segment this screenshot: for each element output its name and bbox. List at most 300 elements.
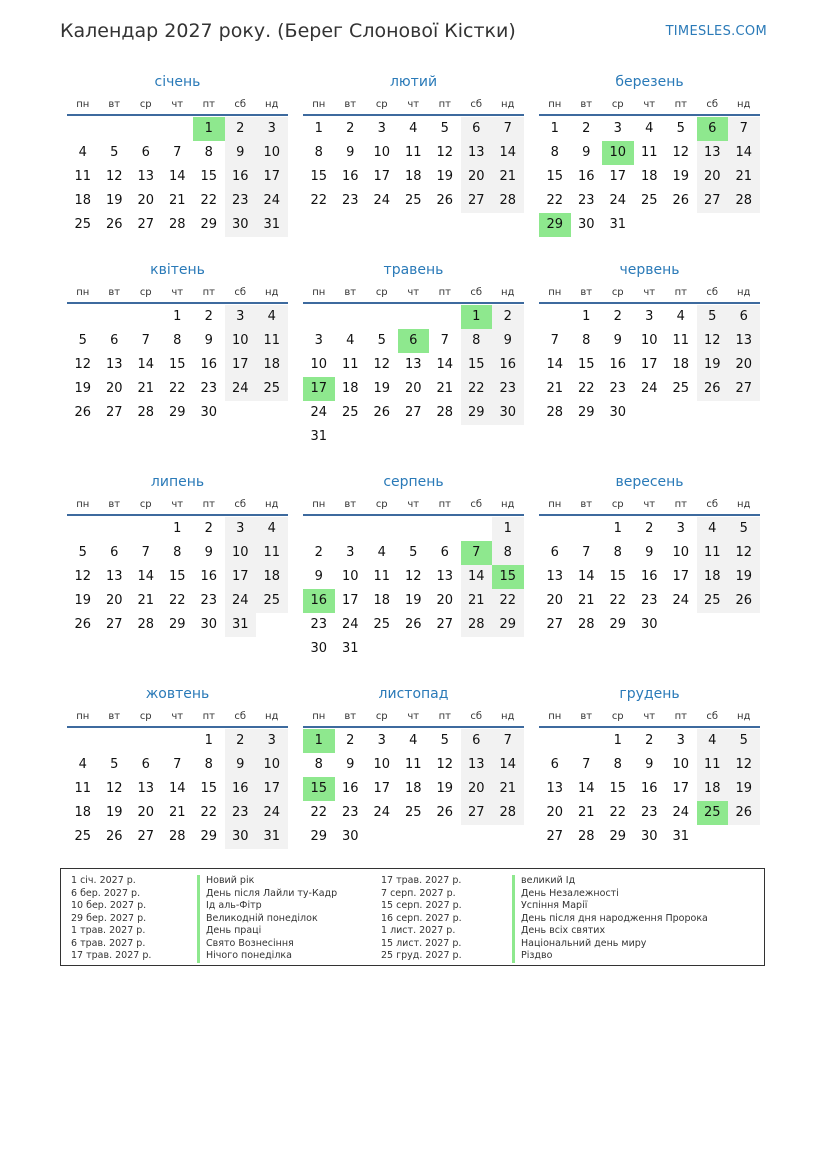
day-cell[interactable]: 26	[373, 405, 391, 420]
day-cell[interactable]: 26	[728, 801, 760, 825]
day-cell[interactable]: 4	[256, 517, 288, 541]
day-cell[interactable]: 25	[256, 589, 288, 613]
day-cell[interactable]: 4	[697, 729, 729, 753]
day-cell[interactable]: 8	[492, 541, 524, 565]
day-cell[interactable]: 7	[582, 545, 591, 560]
day-cell[interactable]: 19	[105, 805, 123, 820]
day-cell[interactable]: 27	[436, 617, 454, 632]
day-cell[interactable]: 28	[168, 829, 186, 844]
day-cell[interactable]: 28	[168, 217, 186, 232]
day-cell[interactable]: 17	[225, 565, 257, 589]
day-cell[interactable]: 5	[728, 729, 760, 753]
day-cell[interactable]: 11	[404, 145, 422, 160]
day-cell[interactable]: 9	[346, 145, 355, 160]
day-cell[interactable]: 19	[74, 593, 92, 608]
day-cell[interactable]: 12	[697, 329, 729, 353]
day-cell[interactable]: 14	[137, 357, 155, 372]
day-cell[interactable]: 7	[550, 333, 559, 348]
day-cell[interactable]: 24	[225, 589, 257, 613]
day-cell[interactable]: 12	[404, 569, 422, 584]
day-cell[interactable]: 20	[546, 805, 564, 820]
day-cell[interactable]: 15	[461, 353, 493, 377]
day-cell[interactable]: 29	[609, 617, 627, 632]
day-cell[interactable]: 25	[404, 805, 422, 820]
day-cell[interactable]: 21	[436, 381, 454, 396]
day-cell[interactable]: 9	[645, 757, 654, 772]
day-cell[interactable]: 28	[436, 405, 454, 420]
day-cell[interactable]: 8	[204, 757, 213, 772]
day-cell[interactable]: 5	[676, 121, 685, 136]
day-cell[interactable]: 20	[546, 593, 564, 608]
day-cell[interactable]: 30	[577, 217, 595, 232]
day-cell[interactable]: 21	[137, 381, 155, 396]
day-cell[interactable]: 19	[697, 353, 729, 377]
day-cell[interactable]: 23	[200, 381, 218, 396]
day-cell[interactable]: 27	[546, 829, 564, 844]
day-cell[interactable]: 12	[74, 357, 92, 372]
day-cell[interactable]: 27	[728, 377, 760, 401]
holiday-day-cell[interactable]: 1	[303, 729, 335, 753]
day-cell[interactable]: 13	[137, 169, 155, 184]
day-cell[interactable]: 11	[256, 329, 288, 353]
day-cell[interactable]: 1	[173, 521, 182, 536]
day-cell[interactable]: 12	[105, 781, 123, 796]
day-cell[interactable]: 3	[314, 333, 323, 348]
day-cell[interactable]: 14	[728, 141, 760, 165]
day-cell[interactable]: 9	[613, 333, 622, 348]
day-cell[interactable]: 17	[609, 169, 627, 184]
day-cell[interactable]: 14	[436, 357, 454, 372]
day-cell[interactable]: 18	[640, 169, 658, 184]
day-cell[interactable]: 23	[200, 593, 218, 608]
day-cell[interactable]: 8	[173, 333, 182, 348]
day-cell[interactable]: 9	[225, 141, 257, 165]
day-cell[interactable]: 2	[314, 545, 323, 560]
day-cell[interactable]: 25	[341, 405, 359, 420]
day-cell[interactable]: 27	[697, 189, 729, 213]
day-cell[interactable]: 11	[672, 333, 690, 348]
day-cell[interactable]: 21	[577, 593, 595, 608]
day-cell[interactable]: 9	[225, 753, 257, 777]
day-cell[interactable]: 29	[168, 617, 186, 632]
day-cell[interactable]: 15	[546, 169, 564, 184]
day-cell[interactable]: 10	[640, 333, 658, 348]
day-cell[interactable]: 23	[492, 377, 524, 401]
day-cell[interactable]: 10	[341, 569, 359, 584]
day-cell[interactable]: 11	[341, 357, 359, 372]
day-cell[interactable]: 9	[492, 329, 524, 353]
day-cell[interactable]: 24	[672, 805, 690, 820]
holiday-day-cell[interactable]: 1	[193, 117, 225, 141]
day-cell[interactable]: 23	[225, 801, 257, 825]
day-cell[interactable]: 4	[377, 545, 386, 560]
day-cell[interactable]: 31	[341, 641, 359, 656]
day-cell[interactable]: 14	[577, 781, 595, 796]
day-cell[interactable]: 14	[168, 169, 186, 184]
day-cell[interactable]: 14	[137, 569, 155, 584]
day-cell[interactable]: 13	[546, 781, 564, 796]
day-cell[interactable]: 18	[256, 565, 288, 589]
day-cell[interactable]: 22	[492, 589, 524, 613]
day-cell[interactable]: 19	[74, 381, 92, 396]
day-cell[interactable]: 29	[609, 829, 627, 844]
day-cell[interactable]: 26	[697, 377, 729, 401]
holiday-day-cell[interactable]: 6	[697, 117, 729, 141]
day-cell[interactable]: 4	[697, 517, 729, 541]
day-cell[interactable]: 4	[645, 121, 654, 136]
day-cell[interactable]: 23	[341, 805, 359, 820]
day-cell[interactable]: 27	[137, 217, 155, 232]
day-cell[interactable]: 5	[697, 305, 729, 329]
day-cell[interactable]: 16	[577, 169, 595, 184]
day-cell[interactable]: 26	[672, 193, 690, 208]
day-cell[interactable]: 26	[436, 805, 454, 820]
day-cell[interactable]: 21	[168, 805, 186, 820]
day-cell[interactable]: 3	[377, 733, 386, 748]
day-cell[interactable]: 10	[256, 753, 288, 777]
day-cell[interactable]: 17	[256, 777, 288, 801]
day-cell[interactable]: 1	[550, 121, 559, 136]
day-cell[interactable]: 22	[609, 593, 627, 608]
day-cell[interactable]: 27	[461, 189, 493, 213]
day-cell[interactable]: 27	[546, 617, 564, 632]
day-cell[interactable]: 2	[346, 733, 355, 748]
day-cell[interactable]: 30	[609, 405, 627, 420]
day-cell[interactable]: 5	[409, 545, 418, 560]
day-cell[interactable]: 23	[640, 805, 658, 820]
day-cell[interactable]: 8	[582, 333, 591, 348]
day-cell[interactable]: 16	[200, 357, 218, 372]
day-cell[interactable]: 31	[256, 825, 288, 849]
day-cell[interactable]: 17	[373, 169, 391, 184]
day-cell[interactable]: 27	[461, 801, 493, 825]
day-cell[interactable]: 9	[204, 545, 213, 560]
day-cell[interactable]: 3	[645, 309, 654, 324]
day-cell[interactable]: 14	[492, 753, 524, 777]
day-cell[interactable]: 22	[577, 381, 595, 396]
day-cell[interactable]: 30	[640, 829, 658, 844]
day-cell[interactable]: 28	[492, 189, 524, 213]
day-cell[interactable]: 13	[105, 357, 123, 372]
day-cell[interactable]: 31	[672, 829, 690, 844]
day-cell[interactable]: 19	[728, 565, 760, 589]
day-cell[interactable]: 12	[436, 145, 454, 160]
day-cell[interactable]: 19	[436, 169, 454, 184]
day-cell[interactable]: 29	[492, 613, 524, 637]
day-cell[interactable]: 17	[672, 781, 690, 796]
day-cell[interactable]: 15	[577, 357, 595, 372]
holiday-day-cell[interactable]: 6	[398, 329, 430, 353]
day-cell[interactable]: 27	[105, 405, 123, 420]
day-cell[interactable]: 13	[461, 753, 493, 777]
day-cell[interactable]: 24	[373, 193, 391, 208]
day-cell[interactable]: 11	[697, 753, 729, 777]
day-cell[interactable]: 12	[105, 169, 123, 184]
day-cell[interactable]: 23	[577, 193, 595, 208]
day-cell[interactable]: 5	[377, 333, 386, 348]
day-cell[interactable]: 10	[373, 145, 391, 160]
day-cell[interactable]: 1	[613, 521, 622, 536]
day-cell[interactable]: 19	[728, 777, 760, 801]
holiday-day-cell[interactable]: 1	[461, 305, 493, 329]
day-cell[interactable]: 14	[577, 569, 595, 584]
day-cell[interactable]: 6	[550, 545, 559, 560]
day-cell[interactable]: 8	[613, 545, 622, 560]
day-cell[interactable]: 25	[404, 193, 422, 208]
day-cell[interactable]: 23	[640, 593, 658, 608]
day-cell[interactable]: 21	[492, 777, 524, 801]
day-cell[interactable]: 4	[409, 121, 418, 136]
day-cell[interactable]: 11	[256, 541, 288, 565]
day-cell[interactable]: 13	[436, 569, 454, 584]
day-cell[interactable]: 4	[676, 309, 685, 324]
day-cell[interactable]: 21	[137, 593, 155, 608]
day-cell[interactable]: 30	[310, 641, 328, 656]
day-cell[interactable]: 31	[609, 217, 627, 232]
day-cell[interactable]: 2	[204, 309, 213, 324]
day-cell[interactable]: 16	[341, 781, 359, 796]
day-cell[interactable]: 29	[310, 829, 328, 844]
day-cell[interactable]: 17	[672, 569, 690, 584]
day-cell[interactable]: 24	[373, 805, 391, 820]
day-cell[interactable]: 5	[110, 757, 119, 772]
day-cell[interactable]: 29	[168, 405, 186, 420]
day-cell[interactable]: 4	[78, 757, 87, 772]
day-cell[interactable]: 21	[461, 589, 493, 613]
day-cell[interactable]: 7	[141, 333, 150, 348]
holiday-day-cell[interactable]: 15	[303, 777, 335, 801]
day-cell[interactable]: 21	[728, 165, 760, 189]
day-cell[interactable]: 8	[550, 145, 559, 160]
day-cell[interactable]: 10	[225, 329, 257, 353]
day-cell[interactable]: 9	[582, 145, 591, 160]
day-cell[interactable]: 7	[173, 145, 182, 160]
day-cell[interactable]: 25	[74, 829, 92, 844]
day-cell[interactable]: 14	[546, 357, 564, 372]
day-cell[interactable]: 15	[200, 169, 218, 184]
day-cell[interactable]: 22	[168, 593, 186, 608]
day-cell[interactable]: 26	[74, 405, 92, 420]
holiday-day-cell[interactable]: 7	[461, 541, 493, 565]
day-cell[interactable]: 13	[404, 357, 422, 372]
day-cell[interactable]: 19	[404, 593, 422, 608]
day-cell[interactable]: 10	[310, 357, 328, 372]
day-cell[interactable]: 8	[314, 145, 323, 160]
day-cell[interactable]: 24	[256, 801, 288, 825]
day-cell[interactable]: 6	[141, 145, 150, 160]
day-cell[interactable]: 20	[404, 381, 422, 396]
day-cell[interactable]: 11	[697, 541, 729, 565]
day-cell[interactable]: 30	[640, 617, 658, 632]
day-cell[interactable]: 24	[256, 189, 288, 213]
day-cell[interactable]: 9	[346, 757, 355, 772]
day-cell[interactable]: 6	[461, 729, 493, 753]
day-cell[interactable]: 5	[110, 145, 119, 160]
day-cell[interactable]: 4	[409, 733, 418, 748]
holiday-day-cell[interactable]: 10	[602, 141, 634, 165]
day-cell[interactable]: 22	[546, 193, 564, 208]
day-cell[interactable]: 22	[200, 805, 218, 820]
day-cell[interactable]: 18	[74, 193, 92, 208]
day-cell[interactable]: 4	[346, 333, 355, 348]
day-cell[interactable]: 18	[404, 781, 422, 796]
day-cell[interactable]: 17	[341, 593, 359, 608]
day-cell[interactable]: 13	[461, 141, 493, 165]
day-cell[interactable]: 16	[492, 353, 524, 377]
day-cell[interactable]: 16	[640, 569, 658, 584]
day-cell[interactable]: 13	[697, 141, 729, 165]
day-cell[interactable]: 31	[310, 429, 328, 444]
day-cell[interactable]: 21	[492, 165, 524, 189]
day-cell[interactable]: 18	[404, 169, 422, 184]
day-cell[interactable]: 16	[640, 781, 658, 796]
day-cell[interactable]: 1	[173, 309, 182, 324]
day-cell[interactable]: 24	[341, 617, 359, 632]
day-cell[interactable]: 2	[204, 521, 213, 536]
day-cell[interactable]: 3	[676, 521, 685, 536]
day-cell[interactable]: 25	[672, 381, 690, 396]
holiday-day-cell[interactable]: 17	[303, 377, 335, 401]
day-cell[interactable]: 22	[310, 805, 328, 820]
day-cell[interactable]: 9	[645, 545, 654, 560]
day-cell[interactable]: 20	[137, 805, 155, 820]
day-cell[interactable]: 8	[314, 757, 323, 772]
day-cell[interactable]: 28	[577, 829, 595, 844]
day-cell[interactable]: 16	[225, 165, 257, 189]
day-cell[interactable]: 28	[137, 405, 155, 420]
day-cell[interactable]: 12	[373, 357, 391, 372]
day-cell[interactable]: 27	[137, 829, 155, 844]
day-cell[interactable]: 17	[373, 781, 391, 796]
day-cell[interactable]: 12	[728, 753, 760, 777]
day-cell[interactable]: 10	[225, 541, 257, 565]
day-cell[interactable]: 10	[672, 757, 690, 772]
day-cell[interactable]: 20	[461, 777, 493, 801]
day-cell[interactable]: 6	[728, 305, 760, 329]
day-cell[interactable]: 25	[74, 217, 92, 232]
day-cell[interactable]: 18	[697, 565, 729, 589]
day-cell[interactable]: 15	[310, 169, 328, 184]
day-cell[interactable]: 2	[645, 521, 654, 536]
day-cell[interactable]: 29	[200, 217, 218, 232]
day-cell[interactable]: 19	[373, 381, 391, 396]
day-cell[interactable]: 25	[640, 193, 658, 208]
day-cell[interactable]: 22	[200, 193, 218, 208]
day-cell[interactable]: 1	[204, 733, 213, 748]
holiday-day-cell[interactable]: 25	[697, 801, 729, 825]
day-cell[interactable]: 2	[582, 121, 591, 136]
day-cell[interactable]: 21	[577, 805, 595, 820]
day-cell[interactable]: 28	[577, 617, 595, 632]
day-cell[interactable]: 23	[225, 189, 257, 213]
day-cell[interactable]: 23	[310, 617, 328, 632]
day-cell[interactable]: 7	[141, 545, 150, 560]
day-cell[interactable]: 27	[404, 405, 422, 420]
day-cell[interactable]: 29	[200, 829, 218, 844]
day-cell[interactable]: 10	[672, 545, 690, 560]
day-cell[interactable]: 5	[440, 733, 449, 748]
day-cell[interactable]: 12	[672, 145, 690, 160]
day-cell[interactable]: 18	[256, 353, 288, 377]
day-cell[interactable]: 3	[225, 517, 257, 541]
day-cell[interactable]: 17	[256, 165, 288, 189]
day-cell[interactable]: 8	[613, 757, 622, 772]
day-cell[interactable]: 12	[728, 541, 760, 565]
day-cell[interactable]: 7	[728, 117, 760, 141]
day-cell[interactable]: 4	[78, 145, 87, 160]
day-cell[interactable]: 16	[200, 569, 218, 584]
day-cell[interactable]: 24	[225, 377, 257, 401]
day-cell[interactable]: 7	[440, 333, 449, 348]
day-cell[interactable]: 11	[373, 569, 391, 584]
day-cell[interactable]: 14	[461, 565, 493, 589]
day-cell[interactable]: 14	[492, 141, 524, 165]
day-cell[interactable]: 17	[640, 357, 658, 372]
day-cell[interactable]: 11	[640, 145, 658, 160]
day-cell[interactable]: 4	[256, 305, 288, 329]
day-cell[interactable]: 3	[256, 117, 288, 141]
day-cell[interactable]: 1	[582, 309, 591, 324]
day-cell[interactable]: 6	[141, 757, 150, 772]
day-cell[interactable]: 6	[461, 117, 493, 141]
day-cell[interactable]: 22	[310, 193, 328, 208]
day-cell[interactable]: 30	[225, 213, 257, 237]
day-cell[interactable]: 6	[440, 545, 449, 560]
day-cell[interactable]: 3	[613, 121, 622, 136]
day-cell[interactable]: 30	[200, 617, 218, 632]
day-cell[interactable]: 26	[436, 193, 454, 208]
day-cell[interactable]: 13	[137, 781, 155, 796]
day-cell[interactable]: 15	[609, 569, 627, 584]
day-cell[interactable]: 13	[105, 569, 123, 584]
day-cell[interactable]: 24	[640, 381, 658, 396]
day-cell[interactable]: 3	[256, 729, 288, 753]
site-link[interactable]: TIMESLES.COM	[665, 24, 767, 39]
day-cell[interactable]: 6	[110, 333, 119, 348]
day-cell[interactable]: 20	[436, 593, 454, 608]
day-cell[interactable]: 28	[546, 405, 564, 420]
day-cell[interactable]: 10	[256, 141, 288, 165]
day-cell[interactable]: 11	[404, 757, 422, 772]
day-cell[interactable]: 28	[492, 801, 524, 825]
day-cell[interactable]: 26	[728, 589, 760, 613]
day-cell[interactable]: 19	[436, 781, 454, 796]
day-cell[interactable]: 24	[672, 593, 690, 608]
day-cell[interactable]: 20	[105, 381, 123, 396]
day-cell[interactable]: 26	[105, 217, 123, 232]
day-cell[interactable]: 1	[492, 517, 524, 541]
day-cell[interactable]: 30	[225, 825, 257, 849]
day-cell[interactable]: 27	[105, 617, 123, 632]
day-cell[interactable]: 30	[200, 405, 218, 420]
day-cell[interactable]: 15	[168, 357, 186, 372]
day-cell[interactable]: 6	[110, 545, 119, 560]
day-cell[interactable]: 7	[492, 117, 524, 141]
day-cell[interactable]: 25	[256, 377, 288, 401]
holiday-day-cell[interactable]: 29	[539, 213, 571, 237]
day-cell[interactable]: 13	[546, 569, 564, 584]
day-cell[interactable]: 11	[74, 169, 92, 184]
day-cell[interactable]: 18	[74, 805, 92, 820]
day-cell[interactable]: 18	[341, 381, 359, 396]
day-cell[interactable]: 6	[550, 757, 559, 772]
day-cell[interactable]: 21	[168, 193, 186, 208]
holiday-day-cell[interactable]: 15	[492, 565, 524, 589]
day-cell[interactable]: 2	[645, 733, 654, 748]
day-cell[interactable]: 26	[74, 617, 92, 632]
day-cell[interactable]: 7	[492, 729, 524, 753]
day-cell[interactable]: 22	[461, 377, 493, 401]
